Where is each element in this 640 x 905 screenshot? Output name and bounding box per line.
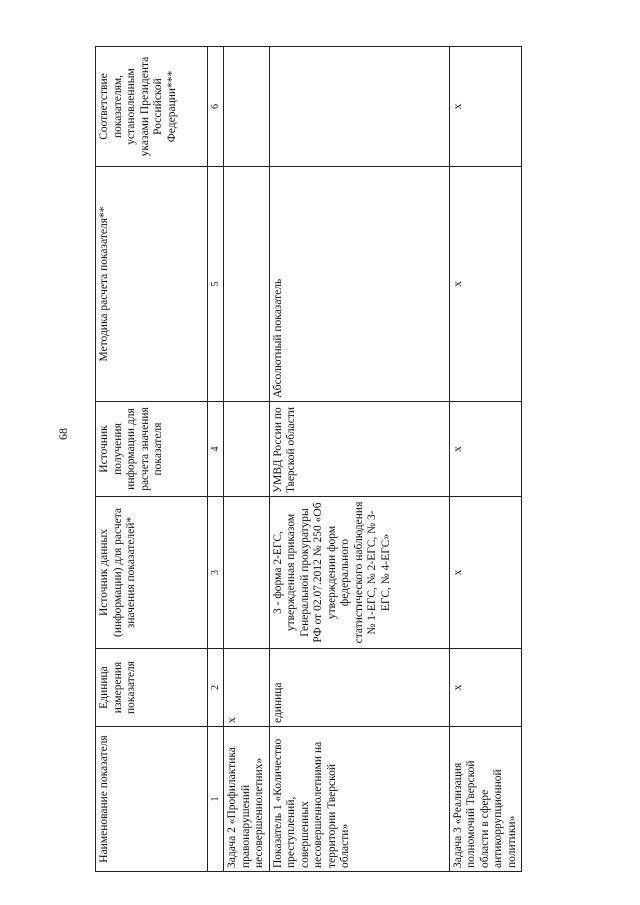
column-number: 4 — [208, 402, 224, 497]
row-info-source: УМВД России по Тверской области — [269, 402, 449, 497]
row-name: Задача 2 «Профилактика правонарушений несовершеннолетних» — [224, 727, 270, 872]
header-method: Методика расчета показателя** — [96, 167, 208, 402]
table-row — [224, 47, 270, 872]
page-number: 68 — [56, 428, 70, 440]
row-method: х — [449, 167, 522, 402]
row-compliance — [269, 47, 449, 167]
row-compliance: х — [449, 47, 522, 167]
row-name: Задача 3 «Реализация полномочий Тверской области в сфере антикоррупционной политики» — [449, 727, 522, 872]
row-data-source: 3 - форма 2-ЕГС, утвержденная приказом Генеральной прокуратуры РФ от 02.07.2012 № 250 «Об утверждении форм федерального статистического наблюдения № 1-ЕГС, № 2-ЕГС, № 3-ЕГС, № 4-ЕГС» — [269, 497, 449, 649]
column-number: 2 — [208, 649, 224, 727]
header-data-source: Источник данных (информации) для расчета значения показателей* — [96, 497, 208, 649]
rotated-table-page — [95, 47, 525, 872]
column-number: 1 — [208, 727, 224, 872]
header-info-source: Источник получения информации для расчета значения показателя — [96, 402, 208, 497]
row-data-source — [224, 497, 270, 649]
header-compliance: Соответствие показателям, установленным указами Президента Российской Федерации*** — [96, 47, 208, 167]
header-indicator-name: Наименование показателя — [96, 727, 208, 872]
row-unit: х — [224, 649, 270, 727]
row-unit: единица — [269, 649, 449, 727]
column-number: 3 — [208, 497, 224, 649]
row-method — [224, 167, 270, 402]
indicators-table — [95, 46, 522, 872]
header-unit: Единица измерения показателя — [96, 649, 208, 727]
column-number: 6 — [208, 47, 224, 167]
row-data-source: х — [449, 497, 522, 649]
row-unit: х — [449, 649, 522, 727]
row-compliance — [224, 47, 270, 167]
column-number: 5 — [208, 167, 224, 402]
row-info-source — [224, 402, 270, 497]
row-info-source: х — [449, 402, 522, 497]
table-row — [269, 47, 449, 872]
table-row — [449, 47, 522, 872]
column-numbers-row — [208, 47, 224, 872]
header-row — [96, 47, 208, 872]
row-method: Абсолютный показатель — [269, 167, 449, 402]
row-name: Показатель 1 «Количество преступлений, совершенных несовершеннолетними на территории Тверской области» — [269, 727, 449, 872]
